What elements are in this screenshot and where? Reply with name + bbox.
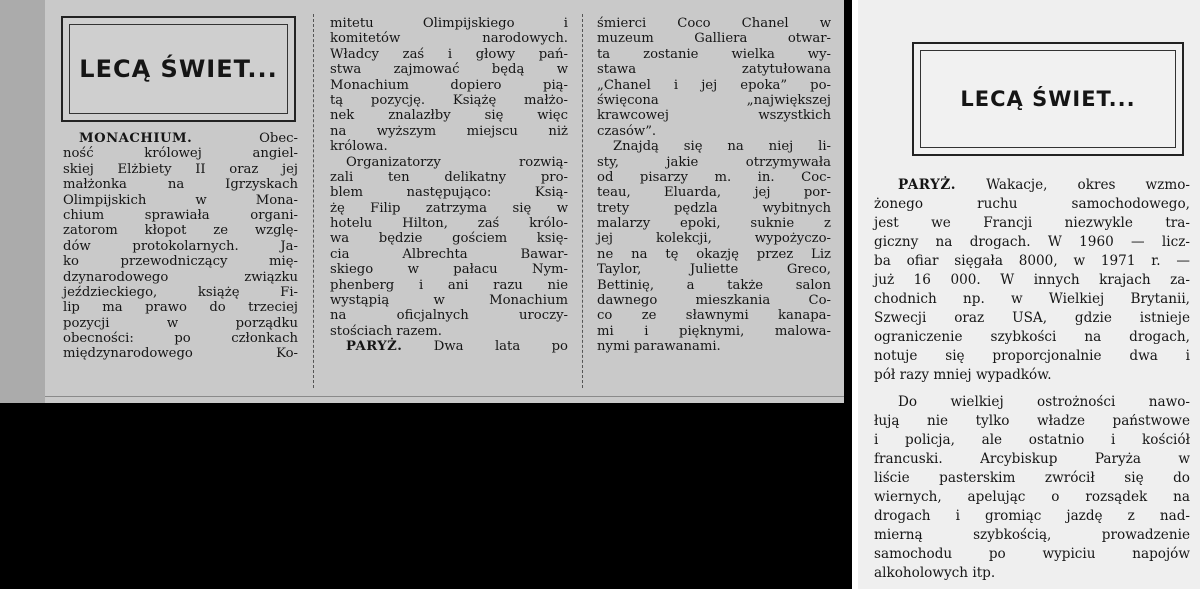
text-line: mitetu Olimpijskiego i [330, 16, 568, 31]
text-fragment: Wakacje, okres wzmo- [956, 177, 1190, 193]
left-margin-strip [0, 0, 45, 403]
right-newspaper-clipping [852, 0, 1200, 589]
text-line: Organizatorzy rozwią- [346, 154, 568, 170]
text-line: ne na tę okazję przez Liz [597, 246, 831, 262]
text-line: Olimpijskich w Mona- [63, 192, 298, 208]
article-column-2 [330, 16, 568, 355]
text-line: Znajdą się na niej li- [613, 139, 831, 155]
text-line: Monachium dopiero pią- [330, 77, 568, 93]
text-line: zatorom kłopot ze wzglę- [63, 223, 298, 239]
text-line: „Chanel i jej epoka” po- [597, 77, 831, 93]
text-line: mi i pięknymi, malowa- [597, 323, 831, 339]
text-line: francuski. Arcybiskup Paryża w [874, 451, 1190, 467]
text-line: żę Filip zatrzyma się w [330, 200, 568, 216]
text-line: sty, jakie otrzymywała [597, 154, 831, 170]
article-column-1 [63, 131, 298, 362]
text-line: Bettinię, a także salon [597, 277, 831, 293]
bottom-rule [45, 396, 844, 397]
text-line: chodnich np. w Wielkiej Brytanii, [874, 291, 1190, 307]
text-line: międzynarodowego Ko- [63, 346, 298, 362]
text-line: nek znalazłby się więc [330, 108, 568, 124]
text-line: na wyższym miejscu niż [330, 123, 568, 139]
text-line: wiernych, apelując o rozsądek na [874, 489, 1190, 505]
text-line: jest we Francji niezwykle tra- [874, 215, 1190, 231]
text-line: od pisarzy m. in. Coc- [597, 169, 831, 185]
text-fragment: Dwa lata po [402, 339, 568, 355]
text-line: święcona „największej [597, 92, 831, 108]
text-line: cia Albrechta Bawar- [330, 246, 568, 262]
text-line: Taylor, Juliette Greco, [597, 262, 831, 278]
text-line: na oficjalnych uroczy- [330, 308, 568, 324]
text-line: jej kolekcji, wypożyczo- [597, 231, 831, 247]
text-line: ba ofiar sięgała 8000, w 1971 r. — [874, 253, 1190, 269]
text-line: jeździeckiego, książę Fi- [63, 284, 298, 300]
left-newspaper-clipping [0, 0, 844, 403]
text-line: co ze sławnymi kanapa- [597, 308, 831, 324]
text-line: komitetów narodowych. [330, 31, 568, 47]
text-line: łują nie tylko władze państwowe [874, 413, 1190, 429]
dateline-paryz-right: PARYŻ. [898, 177, 957, 193]
dateline-paryz: PARYŻ. [346, 339, 403, 355]
text-line: lip ma prawo do trzeciej [63, 300, 298, 316]
text-line: śmierci Coco Chanel w [597, 16, 831, 31]
text-line: tą pozycję. Książę małżo- [330, 92, 568, 108]
text-line: liście pasterskim zwrócił się do [874, 470, 1190, 486]
text-line: małżonka na Igrzyskach [63, 177, 298, 193]
text-line: wa będzie gościem księ- [330, 231, 568, 247]
text-line [330, 339, 568, 354]
text-line: samochodu po wypiciu napojów [874, 546, 1190, 562]
text-line: ność królowej angiel- [63, 146, 298, 162]
text-line: ograniczenie szybkości na drogach, [874, 329, 1190, 345]
text-line: Władcy zaś i głowy pań- [330, 46, 568, 62]
text-line: żonego ruchu samochodowego, [874, 196, 1190, 212]
text-line: hotelu Hilton, zaś królo- [330, 216, 568, 232]
text-line: malarzy epoki, suknie z [597, 216, 831, 232]
text-line: pozycji w porządku [63, 315, 298, 331]
text-line: chium sprawiała organi- [63, 207, 298, 223]
text-line: dzynarodowego związku [63, 269, 298, 285]
text-line: giczny na drogach. W 1960 — licz- [874, 234, 1190, 250]
text-fragment: Obec- [192, 131, 298, 146]
text-line: pół razy mniej wypadków. [874, 367, 1052, 383]
text-line: czasów”. [597, 123, 657, 139]
text-line: dawnego mieszkania Co- [597, 293, 831, 309]
text-line: muzeum Galliera otwar- [597, 31, 831, 47]
text-line: blem następująco: Ksią- [330, 185, 568, 201]
heading-right: LECĄ ŚWIET... [960, 87, 1136, 111]
text-line: ko przewodniczący mię- [63, 254, 298, 270]
text-line: i policja, ale ostatnio i kościół [874, 432, 1190, 448]
column-divider [582, 14, 583, 388]
text-line: zali ten delikatny pro- [330, 169, 568, 185]
text-line: drogach i gromiąc jazdę z nad- [874, 508, 1190, 524]
text-line: stościach razem. [330, 323, 442, 339]
heading-box-right [912, 42, 1184, 156]
text-line: stawa zatytułowana [597, 62, 831, 78]
text-line: skiego w pałacu Nym- [330, 262, 568, 278]
heading-frame-right [920, 50, 1176, 148]
heading-frame-left [69, 24, 288, 114]
column-divider [313, 14, 314, 388]
text-line: ta zostanie wielka wy- [597, 46, 831, 62]
text-line: Szwecji oraz USA, gdzie istnieje [874, 310, 1190, 326]
text-line: trety pędzla wybitnych [597, 200, 831, 216]
text-line: skiej Elżbiety II oraz jej [63, 161, 298, 177]
text-line: wystąpią w Monachium [330, 293, 568, 309]
text-line: Do wielkiej ostrożności nawo- [898, 394, 1190, 410]
article-column-right [874, 176, 1190, 583]
text-line: alkoholowych itp. [874, 565, 996, 581]
text-line: dów protokolarnych. Ja- [63, 238, 298, 254]
heading-left: LECĄ ŚWIET... [79, 55, 278, 83]
article-column-3 [597, 16, 831, 355]
text-line: już 16 000. W innych krajach za- [874, 272, 1190, 288]
text-line: phenberg i ani razu nie [330, 277, 568, 293]
dateline-monachium: MONACHIUM. [79, 131, 193, 146]
text-line: krawcowej wszystkich [597, 108, 831, 124]
text-line: nymi parawanami. [597, 339, 721, 355]
text-line: obecności: po członkach [63, 331, 298, 347]
clipping-gap [852, 0, 858, 589]
text-line: królowa. [330, 139, 388, 155]
heading-box-left [61, 16, 296, 122]
text-line: notuje się proporcjonalnie dwa i [874, 348, 1190, 364]
text-line: mierną szybkością, prowadzenie [874, 527, 1190, 543]
text-line [63, 131, 298, 146]
text-line [874, 176, 1190, 195]
text-line: stwa zajmować będą w [330, 62, 568, 78]
text-line: teau, Eluarda, jej por- [597, 185, 831, 201]
